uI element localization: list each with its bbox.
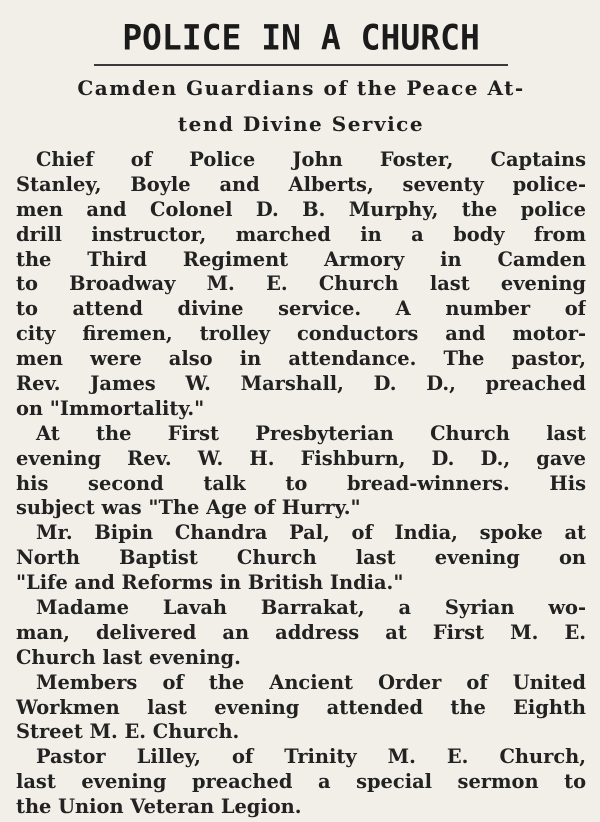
body-line: North Baptist Church last evening on <box>16 546 586 570</box>
headline: POLICE IN A CHURCH <box>122 17 480 58</box>
body-line: Street M. E. Church. <box>16 720 240 744</box>
body-line: subject was "The Age of Hurry." <box>16 496 361 520</box>
body-line: Church last evening. <box>16 645 241 669</box>
article-body <box>16 148 586 820</box>
body-line: Madame Lavah Barrakat, a Syrian wo- <box>36 596 586 620</box>
body-line: Mr. Bipin Chandra Pal, of India, spoke at <box>36 521 586 545</box>
headline-rule <box>94 64 508 66</box>
body-line: last evening preached a special sermon to <box>16 770 586 794</box>
body-line: Members of the Ancient Order of United <box>36 670 586 694</box>
body-line: evening Rev. W. H. Fishburn, D. D., gave <box>16 446 586 470</box>
body-line: Rev. James W. Marshall, D. D., preached <box>16 372 586 396</box>
body-line: on "Immortality." <box>16 396 205 420</box>
body-line: city firemen, trolley conductors and motor- <box>16 322 586 346</box>
body-line: Workmen last evening attended the Eighth <box>16 695 586 719</box>
subheadline-line-2: tend Divine Service <box>177 112 425 136</box>
body-line: "Life and Reforms in British India." <box>16 571 404 595</box>
body-line: At the First Presbyterian Church last <box>36 421 586 445</box>
body-line: men and Colonel D. B. Murphy, the police <box>16 197 586 221</box>
body-line: drill instructor, marched in a body from <box>16 222 586 246</box>
body-line: man, delivered an address at First M. E. <box>16 620 586 644</box>
subheadline-line-1: Camden Guardians of the Peace At- <box>77 76 525 100</box>
body-line: the Union Veteran Legion. <box>16 795 302 819</box>
body-line: his second talk to bread-winners. His <box>16 471 586 495</box>
body-line: to Broadway M. E. Church last evening <box>16 272 586 296</box>
body-line: to attend divine service. A number of <box>16 297 586 321</box>
body-line: men were also in attendance. The pastor, <box>16 347 586 371</box>
body-line: Stanley, Boyle and Alberts, seventy police- <box>16 172 586 196</box>
body-line: Chief of Police John Foster, Captains <box>36 148 586 171</box>
body-line: the Third Regiment Armory in Camden <box>16 247 586 271</box>
body-line: Pastor Lilley, of Trinity M. E. Church, <box>36 745 586 769</box>
